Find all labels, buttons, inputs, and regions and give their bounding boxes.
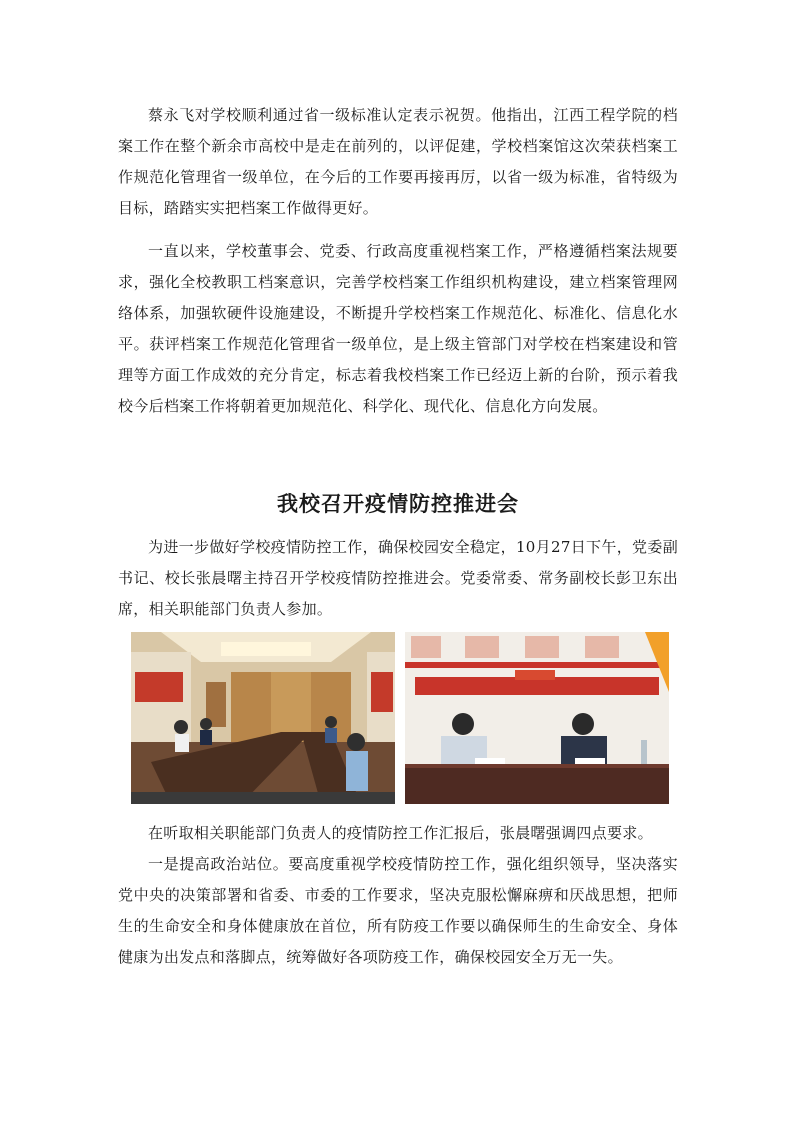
paragraph-requirement-one: 一是提高政治站位。要高度重视学校疫情防控工作，强化组织领导，坚决落实党中央的决策部署和省委、市委的工作要求，坚决克服松懈麻痹和厌战思想，把师生的生命安全和身体健康放在首位，所有防疫工作要以确保师生的生命安全、身体健康为出发点和落脚点，统筹做好各项防疫工作，确保校园安全万无一失。 <box>118 855 678 966</box>
article-heading: 我校召开疫情防控推进会 <box>277 492 519 516</box>
paragraph-meeting-intro: 为进一步做好学校疫情防控工作，确保校园安全稳定，10月27日下午，党委副书记、校长张晨曙主持召开学校疫情防控推进会。党委常委、常务副校长彭卫东出席，相关职能部门负责人参加。 <box>118 538 678 618</box>
paragraph-congratulation: 蔡永飞对学校顺利通过省一级标准认定表示祝贺。他指出，江西工程学院的档案工作在整个新余市高校中是走在前列的，以评促建，学校档案馆这次荣获档案工作规范化管理省一级单位，在今后的工作要再接再厉，以省一级为标准，省特级为目标，踏踏实实把档案工作做得更好。 <box>118 106 678 217</box>
paragraph-archive-work: 一直以来，学校董事会、党委、行政高度重视档案工作，严格遵循档案法规要求，强化全校教职工档案意识，完善学校档案工作组织机构建设，建立档案管理网络体系，加强软硬件设施建设，不断提升学校档案工作规范化、标准化、信息化水平。获评档案工作规范化管理省一级单位，是上级主管部门对学校在档案建设和管理等方面工作成效的充分肯定，标志着我校档案工作已经迈上新的台阶，预示着我校今后档案工作将朝着更加规范化、科学化、现代化、信息化方向发展。 <box>118 242 678 415</box>
speakers-at-table-photo <box>405 632 669 804</box>
paragraph-requirements-intro: 在听取相关职能部门负责人的疫情防控工作汇报后，张晨曙强调四点要求。 <box>148 824 653 842</box>
meeting-room-photo <box>131 632 395 804</box>
